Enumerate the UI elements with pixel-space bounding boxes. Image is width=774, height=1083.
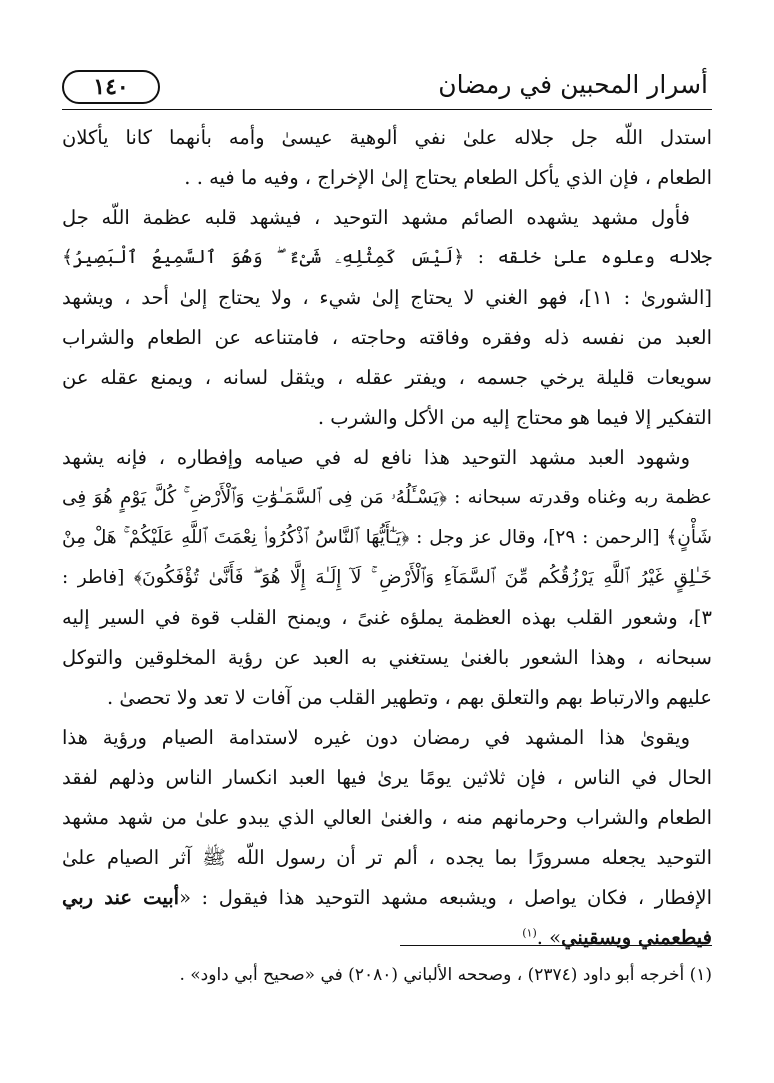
footnote-rule — [400, 945, 712, 946]
text-line: الطعام ، فإن الذي يأكل الطعام يحتاج إلىٰ الإخراج ، وفيه ما فيه . . — [184, 166, 712, 189]
hadith-bold-text: أبيت عند ربي — [62, 886, 180, 909]
page-header — [62, 64, 712, 110]
text-line: وشهود العبد مشهد التوحيد هذا نافع له في صيامه وإفطاره ، فإنه يشهد — [62, 446, 690, 469]
text-line: عليهم والارتباط بهم والتعلق بهم ، وتطهير القلب من آفات لا تعد ولا تحصىٰ . — [107, 686, 712, 709]
page-number-badge: ١٤٠ — [62, 70, 160, 104]
hadith-line — [62, 878, 712, 918]
text-line: الطعام والشراب وحرمانهم منه ، والغنىٰ العالي الذي يبدو علىٰ من شهد مشهد — [62, 806, 712, 829]
quran-verse-line: جلاله وعلوه علىٰ خلقه : ﴿لَيْسَ كَمِثْلِهِۦ شَىْءٌ ۖ وَهُوَ ٱلسَّمِيعُ ٱلْبَصِيرُ﴾ — [62, 247, 712, 268]
footnote: (١) أخرجه أبو داود (٢٣٧٤) ، وصححه الألباني (٢٠٨٠) في «صحيح أبي داود» . — [179, 965, 712, 985]
footnote-marker[interactable]: (١) — [522, 926, 537, 940]
text-line: فأول مشهد يشهده الصائم مشهد التوحيد ، فيشهد قلبه عظمة اللّه جل — [62, 206, 690, 229]
body-text — [62, 118, 712, 958]
quran-verse-line: عظمة ربه وغناه وقدرته سبحانه : ﴿يَسْـَٔلُهُۥ مَن فِى ٱلسَّمَـٰوَٰتِ وَٱلْأَرْضِ ۚ كُلَّ يَوْمٍ هُوَ فِى — [62, 487, 712, 508]
text-line: الحال في الناس ، فإن ثلاثين يومًا يرىٰ فيها العبد انكسار الناس وذلهم لفقد — [62, 766, 712, 789]
text-span: » . — [536, 926, 562, 949]
text-line: ويقوىٰ هذا المشهد في رمضان دون غيره لاستدامة الصيام ورؤية هذا — [62, 726, 690, 749]
quran-verse-line: شَأْنٍ﴾ [الرحمن : ٢٩]، وقال عز وجل : ﴿يَـٰٓأَيُّهَا ٱلنَّاسُ ٱذْكُرُوا۟ نِعْمَتَ ٱللَّهِ عَلَيْكُمْ ۚ هَلْ مِنْ — [62, 527, 712, 548]
running-title: أسرار المحبين في رمضان — [438, 70, 708, 99]
text-line: استدل اللّه جل جلاله علىٰ نفي ألوهية عيسىٰ وأمه بأنهما كانا يأكلان — [62, 126, 712, 149]
text-line: العبد من نفسه ذله وفقره وفاقته وحاجته ، فامتناعه عن الطعام والشراب — [62, 326, 712, 349]
header-rule — [62, 109, 712, 110]
text-line: سويعات قليلة يرخي جسمه ، ويفتر عقله ، ويثقل لسانه ، ويمنع عقله عن — [62, 366, 712, 389]
hadith-line-end — [62, 918, 712, 958]
text-line: سبحانه ، وهذا الشعور بالغنىٰ يستغني به العبد عن رؤية المخلوقين والتوكل — [62, 646, 712, 669]
hadith-bold-text: فيطعمني ويسقيني — [561, 926, 712, 949]
text-line: التوحيد يجعله مسرورًا بما يجده ، ألم تر أن رسول اللّه ﷺ آثر الصيام علىٰ — [62, 846, 712, 869]
text-span: الإفطار ، فكان يواصل ، ويشبعه مشهد التوحيد هذا فيقول : « — [179, 886, 712, 909]
text-line: [الشورىٰ : ١١]، فهو الغني لا يحتاج إلىٰ شيء ، ولا يحتاج إلىٰ أحد ، ويشهد — [62, 286, 712, 309]
quran-verse-line: خَـٰلِقٍ غَيْرُ ٱللَّهِ يَرْزُقُكُم مِّنَ ٱلسَّمَآءِ وَٱلْأَرْضِ ۚ لَآ إِلَـٰهَ إِلَّا هُوَ ۖ فَأَنَّىٰ تُؤْفَكُونَ﴾ [فاطر : — [62, 567, 712, 588]
text-line: ٣]، وشعور القلب بهذه العظمة يملؤه غنىً ، ويمنح القلب قوة في السير إليه — [62, 606, 712, 629]
text-line: التفكير إلا فيما هو محتاج إليه من الأكل والشرب . — [317, 406, 712, 429]
